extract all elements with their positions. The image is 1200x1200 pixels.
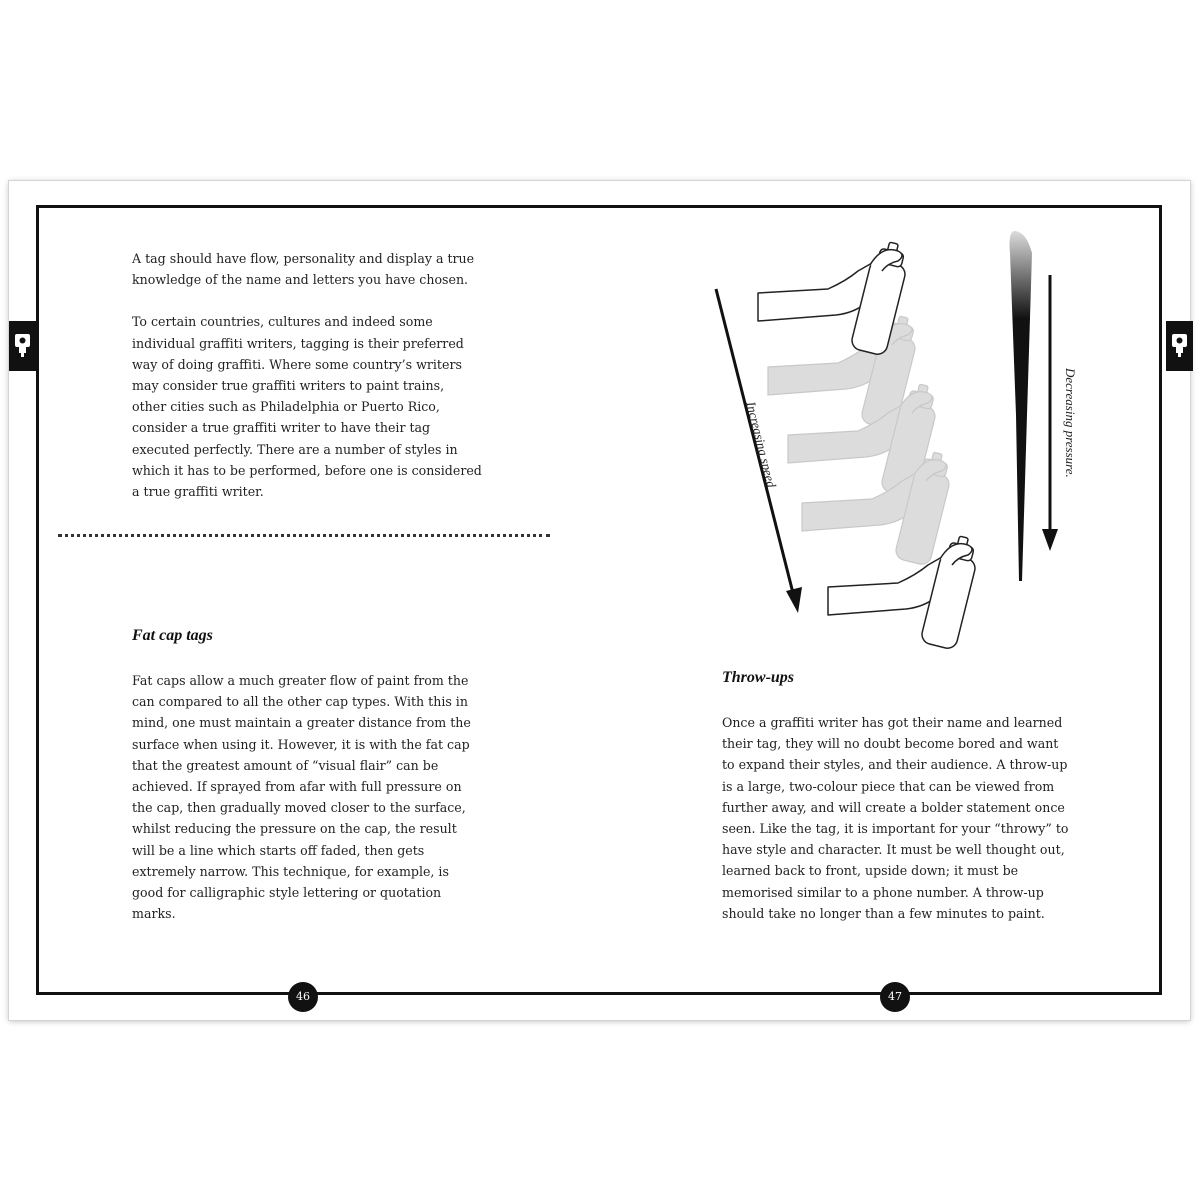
- throw-ups-text: [722, 712, 1072, 924]
- spray-technique-illustration: [690, 225, 1110, 665]
- spray-can-cap-icon: [1171, 333, 1188, 359]
- throw-ups-heading: Throw-ups: [722, 669, 795, 686]
- page-number-right: 47: [880, 982, 910, 1012]
- fat-cap-heading: Fat cap tags: [132, 627, 213, 644]
- side-tab-left: [9, 321, 36, 371]
- intro-paragraph-2: To certain countries, cultures and indeed some individual graffiti writers, tagging is their preferred way of doing graffiti. Where some country’s writers may consider true graffiti writers to paint trains, other cities such as Philadelphia or Puerto Rico, consider a true graffiti writer to have their tag executed perfectly. There are a number of styles in which it has to be performed, before one is considered a true graffiti writer.: [132, 314, 482, 500]
- decreasing-pressure-label: Decreasing pressure.: [1063, 368, 1078, 478]
- section-divider: [58, 534, 550, 537]
- fat-cap-text: [132, 670, 482, 924]
- intro-paragraph-1: A tag should have flow, personality and display a true knowledge of the name and letters you have chosen.: [132, 251, 475, 288]
- intro-text: [132, 248, 482, 502]
- spray-can-cap-icon: [14, 333, 31, 359]
- throw-ups-paragraph: Once a graffiti writer has got their name and learned their tag, they will no doubt become bored and want to expand their styles, and their audience. A throw-up is a large, two-colour piece that can be viewed from further away, and will create a bolder statement once seen. Like the tag, it is important for your “throwy” to have style and character. It must be well thought out, learned back to front, upside down; it must be memorised similar to a phone number. A throw-up should take no longer than a few minutes to paint.: [722, 715, 1069, 921]
- fat-cap-paragraph: Fat caps allow a much greater flow of paint from the can compared to all the other cap types. With this in mind, one must maintain a greater distance from the surface when using it. However, it is with the fat cap that the greatest amount of “visual flair” can be achieved. If sprayed from afar with full pressure on the cap, then gradually moved closer to the surface, whilst reducing the pressure on the cap, the result will be a line which starts off faded, then gets extremely narrow. This technique, for example, is good for calligraphic style lettering or quotation marks.: [132, 673, 471, 922]
- increasing-speed-label: Increasing speed: [743, 400, 780, 489]
- page-number-left: 46: [288, 982, 318, 1012]
- side-tab-right: [1166, 321, 1193, 371]
